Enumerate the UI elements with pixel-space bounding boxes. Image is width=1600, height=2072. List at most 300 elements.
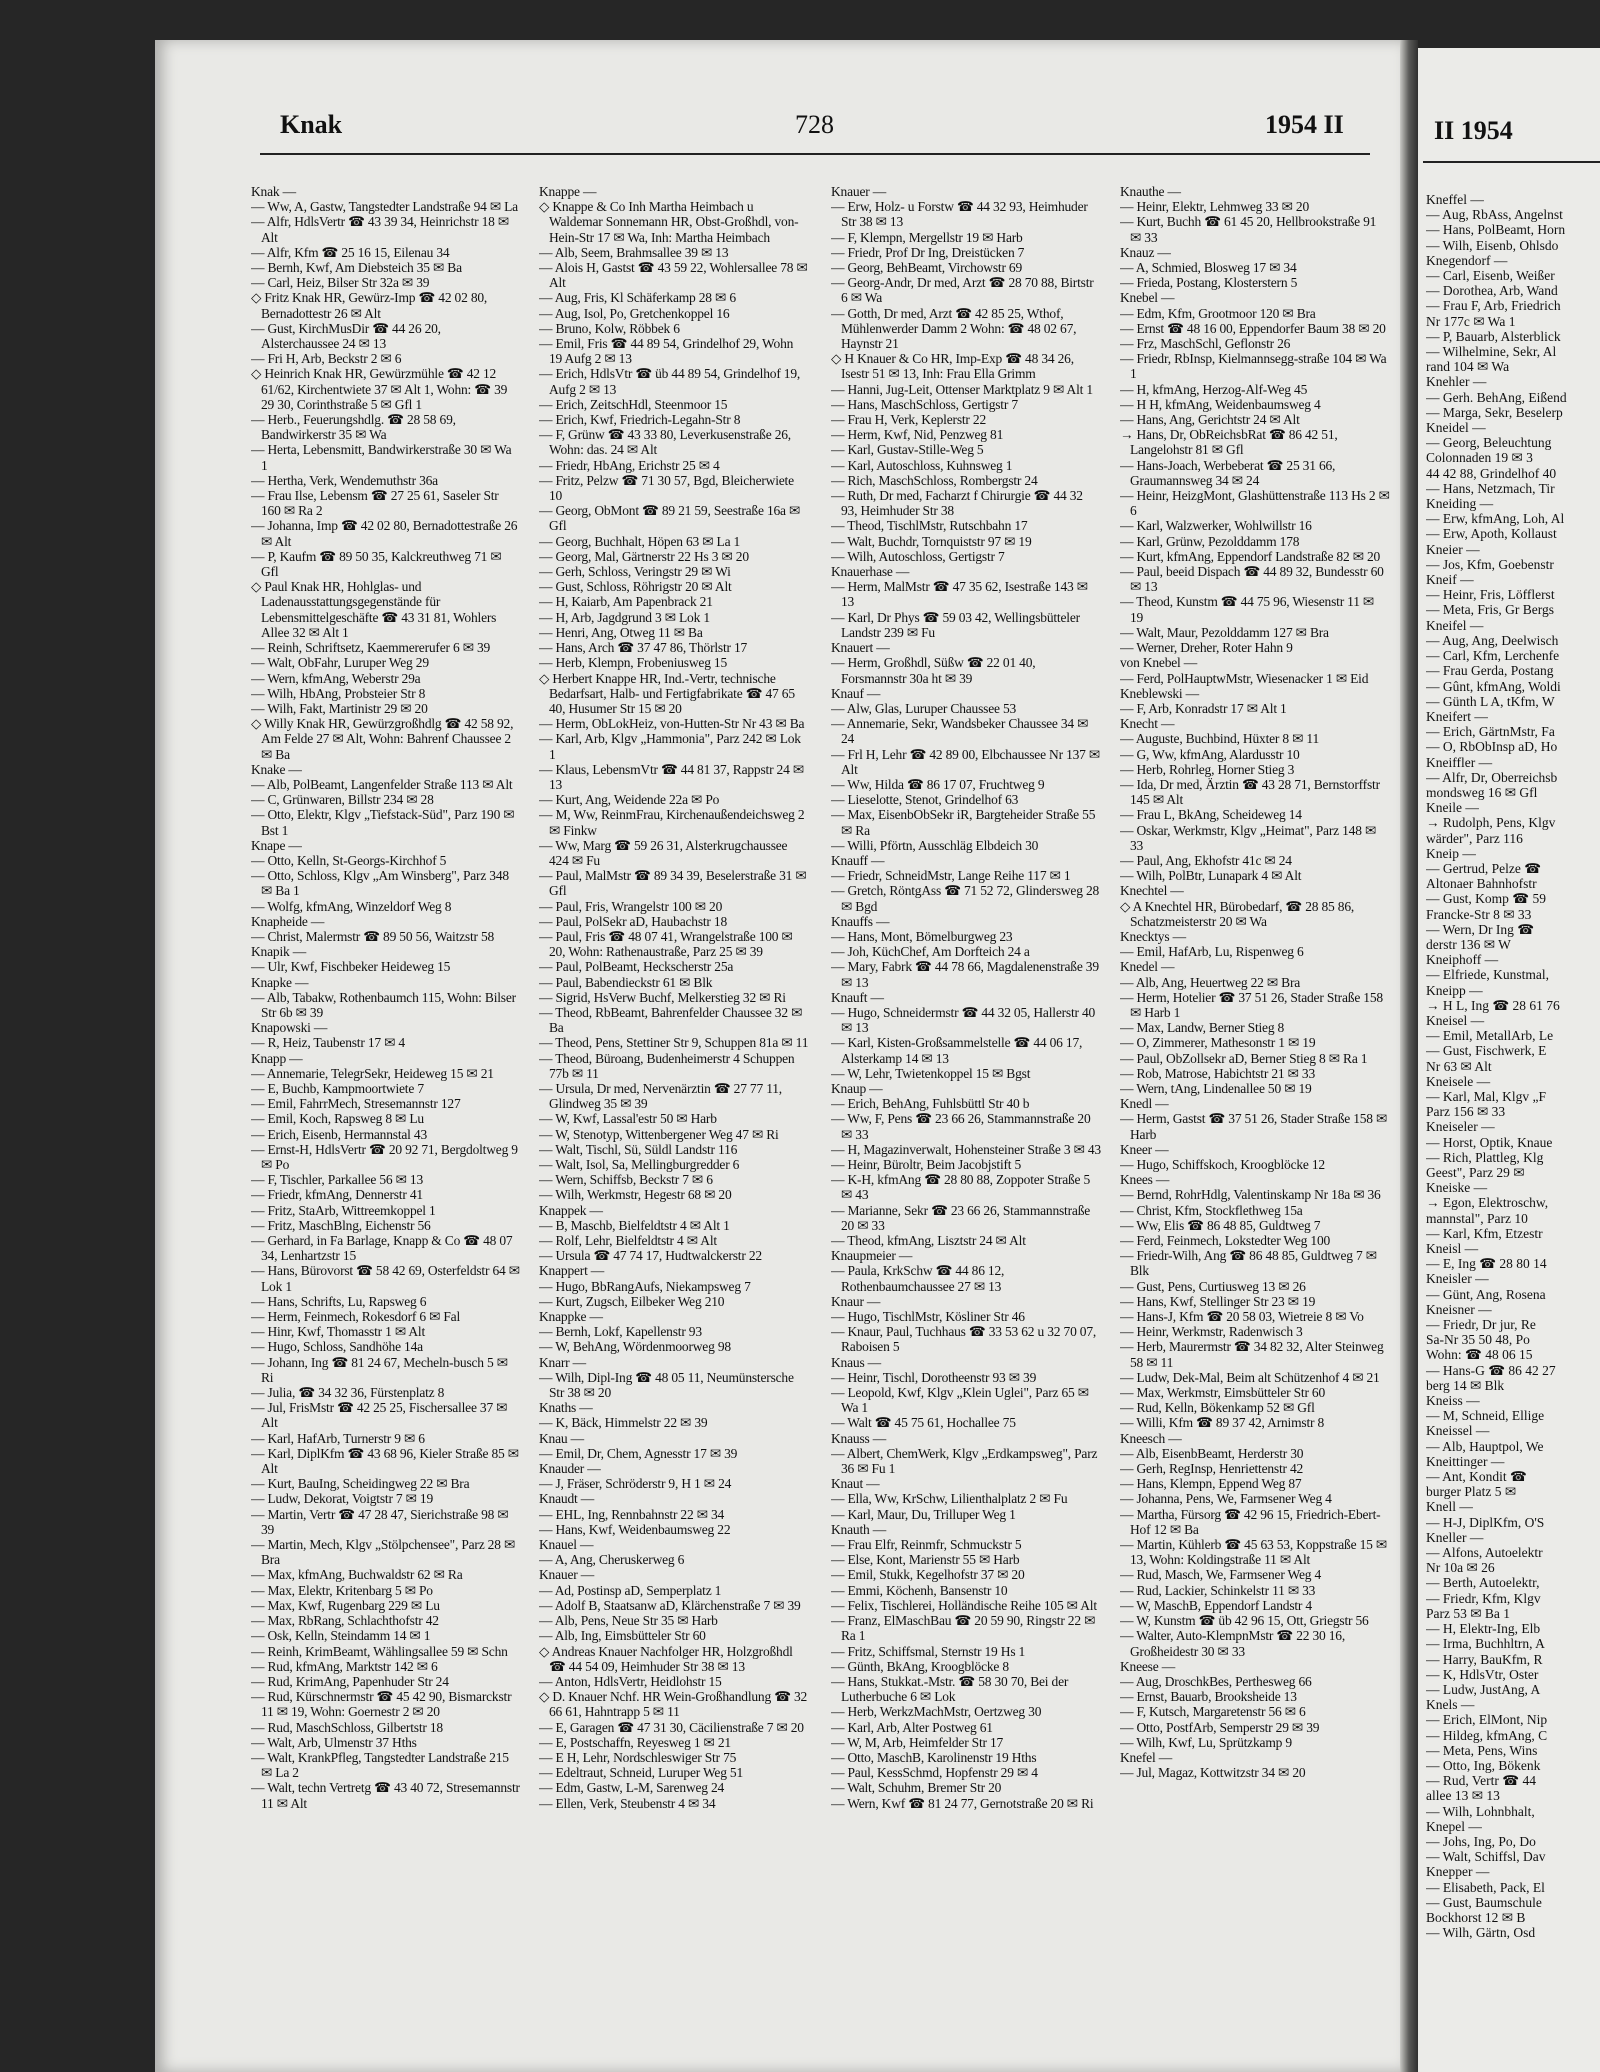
directory-entry: — Hugo, Schloss, Sandhöhe 14a xyxy=(251,1339,423,1355)
directory-entry: — Paul, Fris ☎ 48 07 41, Wrangelstraße 100 ✉ 20, Wohn: Rathenaustraße, Parz 25 ✉ 39 xyxy=(539,928,793,960)
directory-entry: — Ruth, Dr med, Facharzt f Chirurgie ☎ 44 32 93, Heimhuder Str 38 xyxy=(831,488,1083,519)
next-page-entry: — Wilh, Eisenb, Ohlsdo xyxy=(1426,237,1559,253)
directory-entry: — Heinr, HeizgMont, Glashüttenstraße 113 Hs 2 ✉ 6 xyxy=(1120,488,1390,519)
next-page-entry: — Meta, Pens, Wins xyxy=(1426,1742,1538,1758)
next-page-entry: Kneifert — xyxy=(1426,708,1488,724)
next-page-entry: allee 13 ✉ 13 xyxy=(1426,1788,1500,1804)
directory-entry: — Wilh, HbAng, Probsteier Str 8 xyxy=(251,685,426,701)
directory-entry: ◇ Andreas Knauer Nachfolger HR, Holzgroßhdl ☎ 44 54 09, Heimhuder Str 38 ✉ 13 xyxy=(539,1643,793,1674)
directory-entry: — Friedr, SchneidMstr, Lange Reihe 117 ✉ 1 xyxy=(831,868,1071,884)
next-page-entry: Kneffel — xyxy=(1426,192,1484,207)
directory-entry: — H, Kaiarb, Am Papenbrack 21 xyxy=(539,594,713,610)
directory-entry: Kneese — xyxy=(1120,1658,1176,1674)
directory-entry: — Kurt, Zugsch, Eilbeker Weg 210 xyxy=(539,1293,725,1309)
directory-entry: — Ernst, Bauarb, Brooksheide 13 xyxy=(1120,1689,1297,1705)
directory-entry: — Herm, Gastst ☎ 37 51 26, Stader Straße 158 ✉ Harb xyxy=(1120,1111,1388,1142)
directory-entry: — Karl, Autoschloss, Kuhnsweg 1 xyxy=(831,457,1013,473)
directory-entry: — Herb, Maurermstr ☎ 34 82 32, Alter Steinweg 58 ✉ 11 xyxy=(1120,1339,1384,1370)
directory-entry: — Ernst ☎ 48 16 00, Eppendorfer Baum 38 ✉ 20 xyxy=(1120,320,1386,336)
directory-entry: — Fritz, Pelzw ☎ 71 30 57, Bgd, Bleicherwiete 10 xyxy=(539,472,794,504)
directory-entry: — Max, RbRang, Schlachthofstr 42 xyxy=(251,1613,439,1629)
next-page-entry: Colonnaden 19 ✉ 3 xyxy=(1426,450,1533,466)
directory-entry: — Paul, Babendieckstr 61 ✉ Blk xyxy=(539,974,713,990)
directory-entry: — Herb, WerkzMachMstr, Oertzweg 30 xyxy=(831,1704,1042,1720)
directory-entry: — Julia, ☎ 34 32 36, Fürstenplatz 8 xyxy=(251,1385,445,1401)
directory-entry: Knauer — xyxy=(831,184,887,199)
directory-entry: ◇ A Knechtel HR, Bürobedarf, ☎ 28 85 86, Schatzmeisterstr 20 ✉ Wa xyxy=(1120,898,1355,929)
directory-entry: — Ursula, Dr med, Nervenärztin ☎ 27 77 11, Glindweg 35 ✉ 39 xyxy=(539,1080,782,1112)
directory-entry: Kneer — xyxy=(1120,1141,1169,1157)
directory-entry: — Hugo, Schiffskoch, Kroogblöcke 12 xyxy=(1120,1157,1325,1172)
directory-entry: Knaths — xyxy=(539,1400,593,1416)
next-page-entry: Kneier — xyxy=(1426,541,1480,557)
next-page-entry: — Horst, Optik, Knaue xyxy=(1426,1134,1553,1150)
directory-entry: — Lieselotte, Stenot, Grindelhof 63 xyxy=(831,792,1019,808)
next-page-entry: — Jos, Kfm, Goebenstr xyxy=(1426,556,1554,572)
directory-entry: ◇ D. Knauer Nchf. HR Wein-Großhandlung ☎ 32 66 61, Hahntrapp 5 ✉ 11 xyxy=(539,1689,808,1720)
directory-entry: — Gerh, RegInsp, Henriettenstr 42 xyxy=(1120,1461,1304,1477)
next-page-entry: Knell — xyxy=(1426,1499,1473,1515)
next-page-entry: Kneisl — xyxy=(1426,1241,1479,1257)
next-page-entry: Kneiffler — xyxy=(1426,754,1493,770)
next-page-entry: — Dorothea, Arb, Wand xyxy=(1426,283,1558,299)
directory-entry: — Karl, Arb, Klgv „Hammonia", Parz 242 ✉ Lok 1 xyxy=(539,731,801,762)
directory-entry: — Alb, Tabakw, Rothenbaumch 115, Wohn: Bilser Str 6b ✉ 39 xyxy=(251,989,516,1020)
next-page-entry: Kneisler — xyxy=(1426,1271,1489,1287)
next-page-entry: Kneidel — xyxy=(1426,420,1486,436)
directory-entry: — Emil, Dr, Chem, Agnesstr 17 ✉ 39 xyxy=(539,1445,738,1461)
next-page-entry: Geest", Parz 29 ✉ xyxy=(1426,1165,1525,1180)
directory-entry: — W, Kunstm ☎ üb 42 96 15, Ott, Griegstr 56 xyxy=(1120,1613,1369,1629)
directory-entry: — Otto, MaschB, Karolinenstr 19 Hths xyxy=(831,1749,1037,1765)
directory-entry: — Paul, Ang, Ekhofstr 41c ✉ 24 xyxy=(1120,852,1292,868)
directory-entry: Kneblewski — xyxy=(1120,685,1199,701)
directory-entry: — Wilh, PolBtr, Lunapark 4 ✉ Alt xyxy=(1120,868,1302,884)
next-page-entry: — Otto, Ing, Bökenk xyxy=(1426,1757,1541,1773)
directory-entry: — Heinr, Werkmstr, Radenwisch 3 xyxy=(1120,1324,1303,1340)
directory-entry: von Knebel — xyxy=(1120,655,1198,671)
directory-entry: — Bernd, RohrHdlg, Valentinskamp Nr 18a ✉ 36 xyxy=(1120,1187,1381,1203)
directory-entry: — Aug, DroschkBes, Perthesweg 66 xyxy=(1120,1673,1312,1689)
directory-entry: Knauss — xyxy=(831,1430,887,1446)
directory-entry: — F, Kutsch, Margaretenstr 56 ✉ 6 xyxy=(1120,1704,1306,1720)
directory-entry: — Gerh, Schloss, Veringstr 29 ✉ Wi xyxy=(539,564,731,580)
directory-entry: — Rud, MaschSchloss, Gilbertstr 18 xyxy=(251,1719,443,1735)
directory-entry: — Alb, Pens, Neue Str 35 ✉ Harb xyxy=(539,1613,718,1629)
next-page-entry: Wohn: ☎ 48 06 15 xyxy=(1426,1347,1533,1363)
directory-entry: — Theod, Pens, Stettiner Str 9, Schuppen 81a ✉ 11 xyxy=(539,1035,809,1051)
next-page-entry: — H-J, DiplKfm, O'S xyxy=(1426,1514,1545,1530)
directory-column-3 xyxy=(831,184,1101,2054)
next-page-entry: Kneifel — xyxy=(1426,617,1484,633)
directory-entry: — Alb, EisenbBeamt, Herderstr 30 xyxy=(1120,1445,1304,1461)
directory-entry: — Sigrid, HsVerw Buchf, Melkerstieg 32 ✉ Ri xyxy=(539,989,786,1005)
directory-entry: — Karl, Dr Phys ☎ 59 03 42, Wellingsbütteler Landstr 239 ✉ Fu xyxy=(831,609,1080,640)
directory-entry: — Kurt, Ang, Weidende 22a ✉ Po xyxy=(539,792,720,808)
directory-entry: — Else, Kont, Marienstr 55 ✉ Harb xyxy=(831,1552,1020,1568)
directory-entry: — Kurt, Buchh ☎ 61 45 20, Hellbrookstraße 91 ✉ 33 xyxy=(1120,214,1377,245)
directory-entry: — Hertha, Verk, Wendemuthstr 36a xyxy=(251,472,438,488)
directory-entry: Knauff — xyxy=(831,852,885,868)
next-page-entry: Nr 10a ✉ 26 xyxy=(1426,1560,1495,1576)
directory-entry: — Franz, ElMaschBau ☎ 20 59 90, Ringstr 22 ✉ Ra 1 xyxy=(831,1613,1096,1644)
directory-entry: — Ww, Marg ☎ 59 26 31, Alsterkrugchaussee 424 ✉ Fu xyxy=(539,837,788,868)
directory-entry: — Otto, PostfArb, Semperstr 29 ✉ 39 xyxy=(1120,1719,1320,1735)
directory-entry: — Otto, Elektr, Klgv „Tiefstack-Süd", Parz 190 ✉ Bst 1 xyxy=(251,807,515,838)
directory-entry: — Walt, Tischl, Sü, Süldl Landstr 116 xyxy=(539,1141,738,1157)
directory-entry: — W, M, Arb, Heimfelder Str 17 xyxy=(831,1734,1004,1750)
directory-entry: — Bernh, Lokf, Kapellenstr 93 xyxy=(539,1324,702,1340)
directory-entry: Knauf — xyxy=(831,685,881,701)
next-page-entry: — Irma, Buchhltrn, A xyxy=(1426,1636,1545,1652)
directory-entry: — E, Postschaffn, Reyesweg 1 ✉ 21 xyxy=(539,1734,731,1750)
directory-entry: Knecht — xyxy=(1120,716,1175,732)
directory-entry: — Theod, RbBeamt, Bahrenfelder Chaussee 32 ✉ Ba xyxy=(539,1004,803,1036)
directory-entry: — O, Zimmerer, Mathesonstr 1 ✉ 19 xyxy=(1120,1035,1316,1051)
next-page-entry: — Erich, ElMont, Nip xyxy=(1426,1712,1548,1728)
next-page-entry: — Ludw, JustAng, A xyxy=(1426,1681,1541,1697)
directory-entry: — K, Bäck, Himmelstr 22 ✉ 39 xyxy=(539,1415,708,1431)
directory-entry: Knau — xyxy=(539,1430,584,1446)
directory-entry: — Willi, Pförtn, Ausschläg Elbdeich 30 xyxy=(831,837,1039,853)
next-page-entry: — Elfriede, Kunstmal, xyxy=(1426,967,1549,983)
directory-entry: — Joh, KüchChef, Am Dorfteich 24 a xyxy=(831,944,1030,960)
next-page-entry: — Erich, GärtnMstr, Fa xyxy=(1426,724,1555,740)
next-page-entry: — Friedr, Kfm, Klgv xyxy=(1426,1590,1541,1606)
directory-entry: — Rolf, Lehr, Bielfeldtstr 4 ✉ Alt xyxy=(539,1233,717,1249)
directory-entry: — W, MaschB, Eppendorf Landstr 4 xyxy=(1120,1597,1312,1613)
directory-entry: — H, Magazinverwalt, Hohensteiner Straße 3 ✉ 43 xyxy=(831,1141,1101,1157)
directory-column-4 xyxy=(1120,184,1390,2054)
directory-entry: — A, Schmied, Blosweg 17 ✉ 34 xyxy=(1120,260,1297,276)
directory-entry: — E, Buchb, Kampmoortwiete 7 xyxy=(251,1080,424,1096)
directory-entry: — Walt, KrankPfleg, Tangstedter Landstraße 215 ✉ La 2 xyxy=(251,1749,509,1781)
directory-entry: — Willi, Kfm ☎ 89 37 42, Arnimstr 8 xyxy=(1120,1415,1325,1431)
next-page-entry: — K, HdlsVtr, Oster xyxy=(1426,1666,1539,1682)
directory-entry: — Ellen, Verk, Steubenstr 4 ✉ 34 xyxy=(539,1795,716,1811)
directory-entry: — Paul, ObZollsekr aD, Berner Stieg 8 ✉ Ra 1 xyxy=(1120,1050,1368,1066)
directory-entry: — Alw, Glas, Luruper Chaussee 53 xyxy=(831,700,1017,716)
directory-entry: — Ludw, Dekorat, Voigtstr 7 ✉ 19 xyxy=(251,1491,434,1507)
page-number: 728 xyxy=(795,110,834,139)
directory-entry: — Annemarie, Sekr, Wandsbeker Chaussee 34 ✉ 24 xyxy=(831,716,1089,747)
directory-entry: — Friedr-Wilh, Ang ☎ 86 48 85, Guldtweg 7 ✉ Blk xyxy=(1120,1248,1377,1279)
directory-entry: — Max, Elektr, Kritenbarg 5 ✉ Po xyxy=(251,1582,433,1598)
directory-entry: — Hans, MaschSchloss, Gertigstr 7 xyxy=(831,396,1018,412)
directory-entry: — Reinh, KrimBeamt, Wählingsallee 59 ✉ Schn xyxy=(251,1643,508,1659)
next-page-entry: — O, RbObInsp aD, Ho xyxy=(1426,739,1558,755)
next-page-entry: Sa-Nr 35 50 48, Po xyxy=(1426,1332,1530,1348)
next-page-entry: Kneile — xyxy=(1426,800,1479,816)
directory-entry: — Theod, Büroang, Budenheimerstr 4 Schuppen 77b ✉ 11 xyxy=(539,1050,795,1081)
directory-entry: — Alb, Ang, Heuertweg 22 ✉ Bra xyxy=(1120,974,1301,990)
directory-entry: — Emmi, Köchenh, Bansenstr 10 xyxy=(831,1582,1008,1598)
directory-entry: — Emil, Fris ☎ 44 89 54, Grindelhof 29, Wohn 19 Aufg 2 ✉ 13 xyxy=(539,336,794,367)
directory-entry: — Walt, Isol, Sa, Mellingburgredder 6 xyxy=(539,1157,740,1172)
directory-entry: — Felix, Tischlerei, Holländische Reihe 105 ✉ Alt xyxy=(831,1597,1097,1613)
next-page-edge xyxy=(1418,48,1600,2072)
directory-entry: — J, Fräser, Schröderstr 9, H 1 ✉ 24 xyxy=(539,1476,732,1492)
next-page-entry: — Hans, Netzmach, Tir xyxy=(1426,480,1555,496)
directory-entry: — Friedr, kfmAng, Dennerstr 41 xyxy=(251,1187,423,1203)
directory-entry: — Rud, kfmAng, Marktstr 142 ✉ 6 xyxy=(251,1658,438,1674)
directory-entry: — EHL, Ing, Rennbahnstr 22 ✉ 34 xyxy=(539,1506,725,1522)
directory-entry: Knarr — xyxy=(539,1354,586,1370)
next-page-entry: — Wilh, Lohnbhalt, xyxy=(1426,1803,1535,1819)
directory-entry: — Günth, BkAng, Kroogblöcke 8 xyxy=(831,1658,1009,1674)
directory-entry: — Ad, Postinsp aD, Semperplatz 1 xyxy=(539,1582,722,1598)
next-page-entry: Knepper — xyxy=(1426,1864,1490,1880)
next-page-entry: — Gust, Baumschule xyxy=(1426,1894,1542,1910)
directory-entry: — Martha, Fürsorg ☎ 42 96 15, Friedrich-Ebert-Hof 12 ✉ Ba xyxy=(1120,1506,1381,1537)
directory-entry: — Frau Ilse, Lebensm ☎ 27 25 61, Saseler Str 160 ✉ Ra 2 xyxy=(251,488,499,519)
next-page-entry: — Gertrud, Pelze ☎ xyxy=(1426,860,1542,876)
next-page-entry: Knepel — xyxy=(1426,1818,1482,1834)
directory-entry: — Hans, Bürovorst ☎ 58 42 69, Osterfeldstr 64 ✉ Lok 1 xyxy=(251,1263,520,1294)
directory-entry: — Werner, Dreher, Roter Hahn 9 xyxy=(1120,640,1293,656)
directory-entry: — Wilh, Autoschloss, Gertigstr 7 xyxy=(831,548,1005,564)
directory-entry: — Hans, Arch ☎ 37 47 86, Thörlstr 17 xyxy=(539,640,748,656)
directory-entry: — Oskar, Werkmstr, Klgv „Heimat", Parz 148 ✉ 33 xyxy=(1120,822,1377,853)
directory-entry: Knapke — xyxy=(251,974,309,990)
directory-entry: — Herb, Rohrleg, Horner Stieg 3 xyxy=(1120,761,1295,777)
directory-entry: — Fri H, Arb, Beckstr 2 ✉ 6 xyxy=(251,351,402,367)
directory-entry: — E H, Lehr, Nordschleswiger Str 75 xyxy=(539,1749,737,1765)
directory-entry: Knefel — xyxy=(1120,1749,1173,1765)
directory-entry: ◇ Knappe & Co Inh Martha Heimbach u Waldemar Sonnemann HR, Obst-Großhdl, von-Hein-Str 17 ✉ Wa, Inh: Martha Heimbach xyxy=(539,199,799,245)
directory-entry: — Leopold, Kwf, Klgv „Klein Uglei", Parz 65 ✉ Wa 1 xyxy=(831,1385,1089,1416)
directory-entry: — Auguste, Buchbind, Hüxter 8 ✉ 11 xyxy=(1120,731,1319,747)
directory-entry: Knauft — xyxy=(831,989,884,1005)
directory-entry: — Edm, Gastw, L-M, Sarenweg 24 xyxy=(539,1780,725,1796)
directory-entry: Knedel — xyxy=(1120,959,1175,975)
directory-entry: — Walt, techn Vertretg ☎ 43 40 72, Stresemannstr 11 ✉ Alt xyxy=(251,1780,520,1811)
next-page-entry: Francke-Str 8 ✉ 33 xyxy=(1426,906,1532,922)
directory-entry: — Aug, Fris, Kl Schäferkamp 28 ✉ 6 xyxy=(539,290,736,306)
next-page-entry: — Gust, Komp ☎ 59 xyxy=(1426,891,1546,907)
directory-entry: Knapp — xyxy=(251,1050,303,1066)
directory-entry: — Hans, Klempn, Eppend Weg 87 xyxy=(1120,1476,1302,1492)
directory-entry: — Ferd, PolHauptwMstr, Wiesenacker 1 ✉ Eid xyxy=(1120,670,1369,686)
directory-entry: — Paul, PolBeamt, Heckscherstr 25a xyxy=(539,959,734,975)
directory-entry: — Wern, kfmAng, Weberstr 29a xyxy=(251,670,421,686)
directory-entry: — Wilh, Dipl-Ing ☎ 48 05 11, Neumünstersche Str 38 ✉ 20 xyxy=(539,1369,794,1401)
directory-entry: Knappe — xyxy=(539,184,597,199)
directory-entry: — Paul, KessSchmd, Hopfenstr 29 ✉ 4 xyxy=(831,1765,1038,1781)
directory-entry: — Otto, Kelln, St-Georgs-Kirchhof 5 xyxy=(251,852,447,868)
directory-entry: — Alfr, Kfm ☎ 25 16 15, Eilenau 34 xyxy=(251,244,450,260)
next-page-entry: — Meta, Fris, Gr Bergs xyxy=(1426,602,1554,618)
next-page-entry: — P, Bauarb, Alsterblick xyxy=(1426,328,1561,344)
next-page-entry: — Harry, BauKfm, R xyxy=(1426,1651,1543,1667)
next-page-entry: — Hans-G ☎ 86 42 27 xyxy=(1426,1362,1556,1378)
next-page-entry: — Hildeg, kfmAng, C xyxy=(1426,1727,1548,1743)
directory-entry: — Max, Werkmstr, Eimsbütteler Str 60 xyxy=(1120,1385,1326,1401)
directory-entry: — Karl, DiplKfm ☎ 43 68 96, Kieler Straße 85 ✉ Alt xyxy=(251,1445,519,1477)
directory-entry: — Friedr, HbAng, Erichstr 25 ✉ 4 xyxy=(539,457,720,473)
directory-entry: — Herm, Hotelier ☎ 37 51 26, Stader Straße 158 ✉ Harb 1 xyxy=(1120,989,1383,1020)
next-page-rule xyxy=(1423,161,1600,163)
directory-entry: — Hugo, Schneidermstr ☎ 44 32 05, Hallerstr 40 ✉ 13 xyxy=(831,1004,1096,1036)
directory-entry: — Ferd, Feinmech, Lokstedter Weg 100 xyxy=(1120,1233,1331,1249)
directory-entry: — Karl, HafArb, Turnerstr 9 ✉ 6 xyxy=(251,1430,425,1446)
directory-entry: — Johann, Ing ☎ 81 24 67, Mecheln-busch 5 ✉ Ri xyxy=(251,1354,508,1385)
directory-entry: — Hans, Kwf, Weidenbaumsweg 22 xyxy=(539,1521,731,1537)
directory-entry: — A, Ang, Cheruskerweg 6 xyxy=(539,1552,685,1568)
next-page-entry: — Gust, Fischwerk, E xyxy=(1426,1043,1547,1059)
page-header-left: Knak xyxy=(280,110,343,139)
next-page-entry: Kneller — xyxy=(1426,1529,1484,1545)
directory-entry: — K-H, kfmAng ☎ 28 80 88, Zoppoter Straße 5 ✉ 43 xyxy=(831,1172,1091,1203)
directory-entry: — Hans, Schrifts, Lu, Rapsweg 6 xyxy=(251,1293,427,1309)
directory-entry: — Ida, Dr med, Ärztin ☎ 43 28 71, Bernstorffstr 145 ✉ Alt xyxy=(1120,776,1380,808)
directory-entry: — Wern, tAng, Lindenallee 50 ✉ 19 xyxy=(1120,1080,1312,1096)
directory-entry: Knaur — xyxy=(831,1293,881,1309)
next-page-entry: Kneisner — xyxy=(1426,1301,1492,1317)
directory-entry: — Edm, Kfm, Grootmoor 120 ✉ Bra xyxy=(1120,305,1316,321)
next-page-entry: Knels — xyxy=(1426,1697,1475,1713)
directory-entry: — Herm, Großhdl, Süßw ☎ 22 01 40, Forsmannstr 30a ht ✉ 39 xyxy=(831,655,1036,686)
directory-entry: — Martin, Vertr ☎ 47 28 47, Sierichstraße 98 ✉ 39 xyxy=(251,1506,509,1537)
next-page-entry: — Friedr, Dr jur, Re xyxy=(1426,1317,1536,1333)
directory-entry: Knapheide — xyxy=(251,913,325,929)
directory-entry: Knappert — xyxy=(539,1263,605,1279)
directory-entry: — Erw, Holz- u Forstw ☎ 44 32 93, Heimhuder Str 38 ✉ 13 xyxy=(831,199,1088,230)
directory-entry: — Max, EisenbObSekr iR, Bargteheider Straße 55 ✉ Ra xyxy=(831,807,1096,838)
directory-entry: — Karl, Maur, Du, Trilluper Weg 1 xyxy=(831,1506,1016,1522)
directory-entry: — Klaus, LebensmVtr ☎ 44 81 37, Rappstr 24 ✉ 13 xyxy=(539,761,804,792)
page-header-right: 1954 II xyxy=(1265,110,1344,139)
directory-entry: ◇ H Knauer & Co HR, Imp-Exp ☎ 48 34 26, Isestr 51 ✉ 13, Inh: Frau Ella Grimm xyxy=(831,351,1074,382)
directory-entry: — Karl, Walzwerker, Wohlwillstr 16 xyxy=(1120,518,1312,534)
directory-entry: — Fritz, Schiffsmal, Sternstr 19 Hs 1 xyxy=(831,1643,1026,1659)
next-page-column xyxy=(1426,192,1600,2062)
directory-entry: Knauert — xyxy=(831,640,890,656)
directory-entry: — Edeltraut, Schneid, Luruper Weg 51 xyxy=(539,1765,744,1781)
directory-entry: Knauthe — xyxy=(1120,184,1181,199)
next-page-entry: — Elisabeth, Pack, El xyxy=(1426,1879,1545,1895)
directory-entry: — Albert, ChemWerk, Klgv „Erdkampsweg", Parz 36 ✉ Fu 1 xyxy=(831,1445,1098,1477)
directory-entry: — Rud, Masch, We, Farmsener Weg 4 xyxy=(1120,1567,1322,1583)
directory-entry: Knappek — xyxy=(539,1202,603,1218)
directory-entry: — Gretch, RöntgAss ☎ 71 52 72, Glindersweg 28 ✉ Bgd xyxy=(831,883,1100,914)
directory-entry: — H, kfmAng, Herzog-Alf-Weg 45 xyxy=(1120,381,1308,397)
next-page-entry: Kneipp — xyxy=(1426,982,1483,998)
directory-entry: — Wilh, Kwf, Lu, Sprützkamp 9 xyxy=(1120,1734,1292,1750)
directory-column-2 xyxy=(539,184,809,2054)
next-page-entry: Kneiding — xyxy=(1426,496,1494,512)
next-page-entry: — Günt, Ang, Rosena xyxy=(1426,1286,1546,1302)
directory-entry: — Heinr, Tischl, Dorotheenstr 93 ✉ 39 xyxy=(831,1369,1037,1385)
directory-entry: — Erich, Eisenb, Hermannstal 43 xyxy=(251,1126,428,1142)
directory-entry: — H, Arb, Jagdgrund 3 ✉ Lok 1 xyxy=(539,609,710,625)
directory-entry: — Wern, Kwf ☎ 81 24 77, Gernotstraße 20 ✉ Ri xyxy=(831,1795,1094,1811)
directory-column-1 xyxy=(251,184,521,2054)
directory-entry: — Frz, MaschSchl, Geflonstr 26 xyxy=(1120,336,1291,352)
next-page-entry: — Alb, Hauptpol, We xyxy=(1426,1438,1544,1454)
directory-entry: Knaudt — xyxy=(539,1491,595,1507)
directory-entry: — Rud, Kürschnermstr ☎ 45 42 90, Bismarckstr 11 ✉ 19, Wohn: Goernestr 2 ✉ 20 xyxy=(251,1689,512,1720)
next-page-entry: berg 14 ✉ Blk xyxy=(1426,1377,1505,1393)
next-page-entry: — Marga, Sekr, Beselerp xyxy=(1426,404,1563,420)
next-page-entry: Kneittinger — xyxy=(1426,1453,1505,1469)
directory-entry: — Fritz, MaschBlng, Eichenstr 56 xyxy=(251,1217,431,1233)
directory-entry: — Mary, Fabrk ☎ 44 78 66, Magdalenenstraße 39 ✉ 13 xyxy=(831,959,1099,990)
directory-entry: — Herm, ObLokHeiz, von-Hutten-Str Nr 43 ✉ Ba xyxy=(539,716,805,732)
directory-entry: — W, BehAng, Wördenmoorweg 98 xyxy=(539,1339,731,1355)
next-page-entry: — Aug, RbAss, Angelnst xyxy=(1426,207,1563,223)
directory-entry: Knauz — xyxy=(1120,244,1171,260)
next-page-entry: Kneiphoff — xyxy=(1426,952,1499,968)
directory-entry: — Georg-Andr, Dr med, Arzt ☎ 28 70 88, Birtstr 6 ✉ Wa xyxy=(831,275,1094,306)
directory-entry: — Frau H, Verk, Keplerstr 22 xyxy=(831,412,986,428)
directory-entry: — Henri, Ang, Otweg 11 ✉ Ba xyxy=(539,624,703,640)
next-page-entry: — Alfons, Autoelektr xyxy=(1426,1545,1543,1561)
directory-entry: — Ww, F, Pens ☎ 23 66 26, Stammannstraße 20 ✉ 33 xyxy=(831,1111,1091,1142)
directory-entry: — Paula, KrkSchw ☎ 44 86 12, Rothenbaumchaussee 27 ✉ 13 xyxy=(831,1263,1005,1294)
directory-entry: — Erich, BehAng, Fuhlsbüttl Str 40 b xyxy=(831,1096,1030,1112)
directory-entry: — Herb., Feuerungshdlg. ☎ 28 58 69, Bandwirkerstr 35 ✉ Wa xyxy=(251,412,456,443)
directory-entry: — Fritz, StaArb, Wittreemkoppel 1 xyxy=(251,1202,436,1218)
directory-entry: — Emil, HafArb, Lu, Rispenweg 6 xyxy=(1120,944,1304,960)
directory-entry: — Kurt, kfmAng, Eppendorf Landstraße 82 ✉ 20 xyxy=(1120,548,1381,564)
directory-entry: — Walter, Auto-KlempnMstr ☎ 22 30 16, Großheidestr 30 ✉ 33 xyxy=(1120,1628,1346,1659)
directory-entry: — Herm, Feinmech, Rokesdorf 6 ✉ Fal xyxy=(251,1309,461,1325)
directory-entry: — Alb, Ing, Eimsbütteler Str 60 xyxy=(539,1628,706,1644)
directory-entry: — Walt, Schuhm, Bremer Str 20 xyxy=(831,1780,1002,1796)
directory-entry: Knauder — xyxy=(539,1461,601,1477)
directory-entry: — Rob, Matrose, Habichtstr 21 ✉ 33 xyxy=(1120,1065,1315,1081)
directory-entry: — Ulr, Kwf, Fischbeker Heideweg 15 xyxy=(251,959,451,975)
book-gutter xyxy=(1400,40,1418,2072)
directory-entry: — Friedr, Prof Dr Ing, Dreistücken 7 xyxy=(831,244,1025,260)
next-page-header: II 1954 xyxy=(1434,116,1513,145)
directory-entry: — F, Tischler, Parkallee 56 ✉ 13 xyxy=(251,1172,424,1188)
next-page-entry: → Egon, Elektroschw, xyxy=(1426,1195,1549,1211)
next-page-entry: — Frau F, Arb, Friedrich xyxy=(1426,298,1561,314)
directory-entry: — Karl, Grünw, Pezolddamm 178 xyxy=(1120,533,1300,549)
directory-entry: — Heinr, Elektr, Lehmweg 33 ✉ 20 xyxy=(1120,199,1310,215)
directory-entry: — Ursula ☎ 47 74 17, Hudtwalckerstr 22 xyxy=(539,1248,762,1264)
directory-entry: — Hans, Mont, Bömelburgweg 23 xyxy=(831,928,1013,944)
directory-entry: Knaupmeier — xyxy=(831,1248,913,1264)
directory-entry: — Reinh, Schriftsetz, Kaemmererufer 6 ✉ 39 xyxy=(251,640,491,656)
directory-entry: — Hinr, Kwf, Thomasstr 1 ✉ Alt xyxy=(251,1324,426,1340)
directory-entry: — Max, Kwf, Rugenbarg 229 ✉ Lu xyxy=(251,1597,440,1613)
directory-entry: — Theod, TischlMstr, Rutschbahn 17 xyxy=(831,518,1028,534)
directory-entry: Knauerhase — xyxy=(831,564,910,580)
next-page-entry: wärder", Parz 116 xyxy=(1426,830,1523,846)
directory-entry: — Hanni, Jug-Leit, Ottenser Marktplatz 9 ✉ Alt 1 xyxy=(831,381,1093,397)
next-page-entry: Kneissel — xyxy=(1426,1423,1490,1439)
directory-entry: — Gerhard, in Fa Barlage, Knapp & Co ☎ 48 07 34, Lenhartzstr 15 xyxy=(251,1233,513,1264)
directory-entry: — W, Stenotyp, Wittenbergener Weg 47 ✉ Ri xyxy=(539,1126,779,1142)
directory-entry: — Herm, MalMstr ☎ 47 35 62, Isestraße 143 ✉ 13 xyxy=(831,579,1088,610)
next-page-entry: — Wilh, Gärtn, Osd xyxy=(1426,1925,1536,1941)
directory-entry: — Hans-Joach, Werbeberat ☎ 25 31 66, Graumannsweg 34 ✉ 24 xyxy=(1120,457,1336,488)
directory-entry: Knak — xyxy=(251,184,296,199)
directory-entry: — Wilh, Werkmstr, Hegestr 68 ✉ 20 xyxy=(539,1187,732,1203)
directory-entry: — Gotth, Dr med, Arzt ☎ 42 85 25, Wthof, Mühlenwerder Damm 2 Wohn: ☎ 48 02 67, Haynstr 21 xyxy=(831,305,1077,352)
directory-entry: — Frl H, Lehr ☎ 42 89 00, Elbchaussee Nr 137 ✉ Alt xyxy=(831,746,1101,777)
next-page-entry: Kneiseler — xyxy=(1426,1119,1495,1135)
directory-entry: — Paul, Fris, Wrangelstr 100 ✉ 20 xyxy=(539,898,723,914)
next-page-entry: Kneisel — xyxy=(1426,1012,1485,1028)
directory-entry: — Georg, Mal, Gärtnerstr 22 Hs 3 ✉ 20 xyxy=(539,548,749,564)
directory-entry: Knake — xyxy=(251,761,302,777)
directory-entry: — Gust, Pens, Curtiusweg 13 ✉ 26 xyxy=(1120,1278,1306,1294)
directory-entry: — Alois H, Gastst ☎ 43 59 22, Wohlersallee 78 ✉ Alt xyxy=(539,260,808,291)
